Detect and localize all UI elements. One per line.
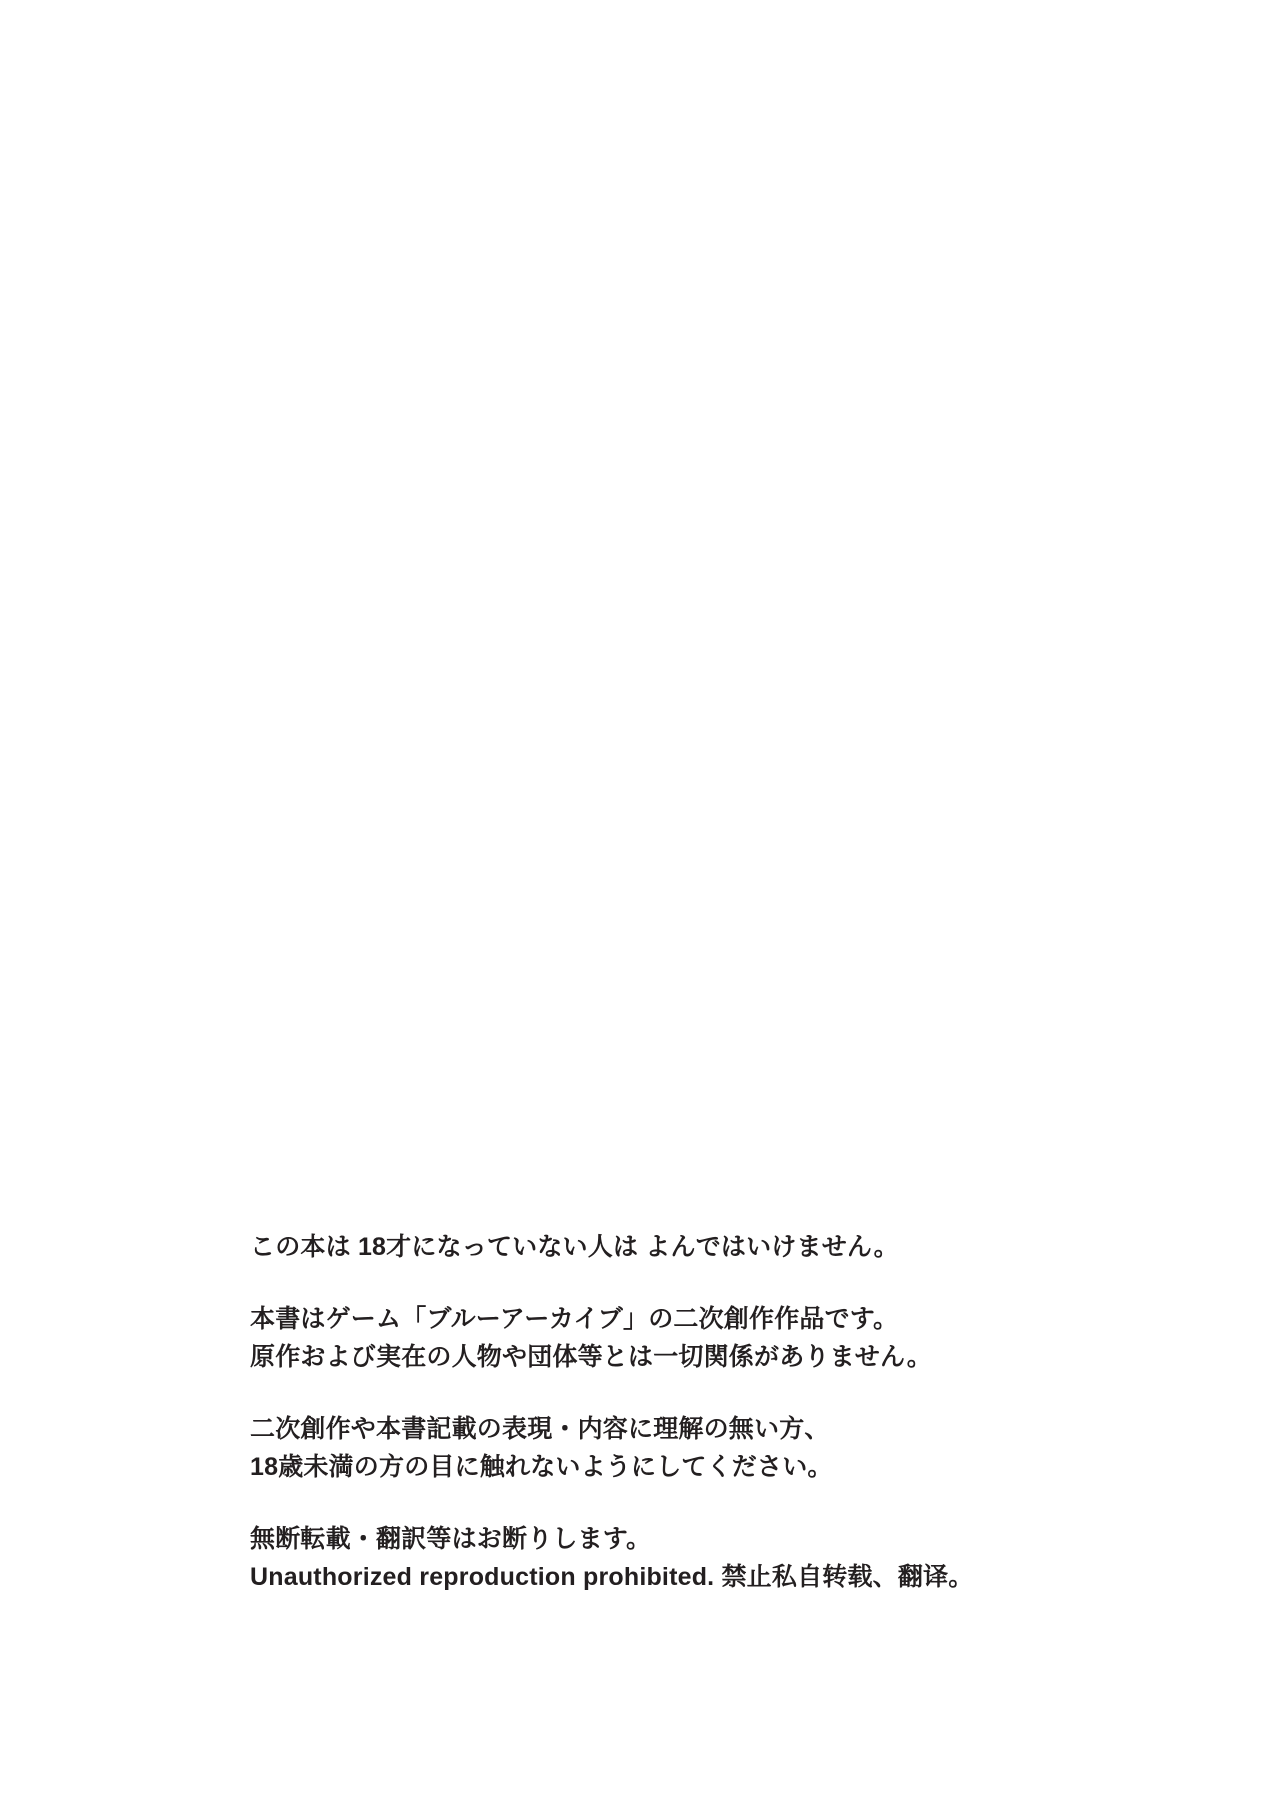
notice-line: 無断転載・翻訳等はお断りします。	[250, 1525, 652, 1553]
age-restriction-notice	[250, 1228, 1150, 1596]
notice-line: 原作および実在の人物や団体等とは一切関係がありません。	[250, 1343, 932, 1371]
notice-line: 二次創作や本書記載の表現・内容に理解の無い方、	[250, 1415, 830, 1443]
notice-paragraph-age	[250, 1228, 1150, 1266]
notice-line: 18歳未満の方の目に触れないようにしてください。	[250, 1453, 833, 1481]
notice-paragraph-copyright	[250, 1520, 1150, 1596]
notice-line: 本書はゲーム「ブルーアーカイブ」の二次創作作品です。	[250, 1305, 899, 1333]
notice-paragraph-disclaimer	[250, 1300, 1150, 1376]
notice-line: この本は 18才になっていない人は よんではいけません。	[250, 1233, 899, 1261]
notice-paragraph-warning	[250, 1410, 1150, 1486]
notice-line: Unauthorized reproduction prohibited. 禁止私自转载、翻译。	[250, 1563, 974, 1591]
